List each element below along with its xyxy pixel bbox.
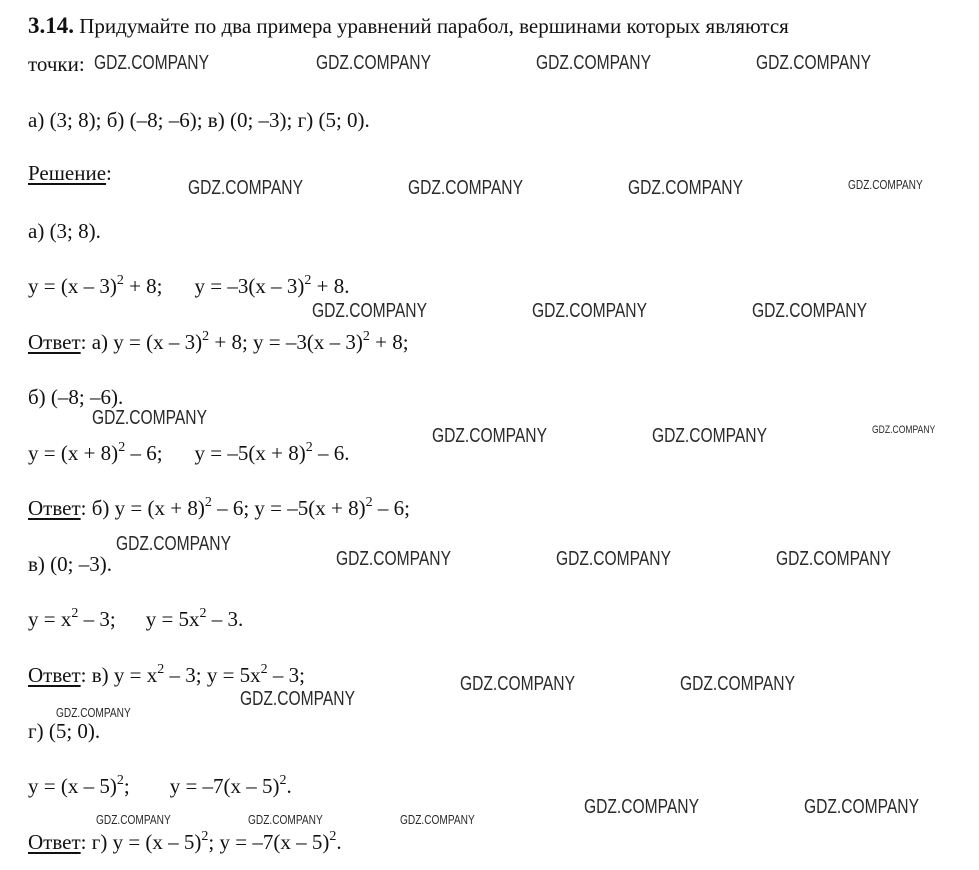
part-b-eq1: $y = (x + 8)^2 - 6$; [28,440,163,465]
watermark-text: GDZ.COMPANY [804,796,919,818]
part-v-eq2: $y = 5x^2 - 3$. [145,606,244,631]
solution-label: Решение [28,161,107,185]
watermark-text: GDZ.COMPANY [556,548,671,570]
watermark-text: GDZ.COMPANY [532,300,647,322]
part-a-equations [28,273,350,298]
watermark-text: GDZ.COMPANY [584,796,699,818]
watermark-text: GDZ.COMPANY [56,705,131,720]
watermark-text: GDZ.COMPANY [188,177,303,199]
task-statement-line1 [28,14,789,37]
part-v-answer: Ответ: в) $y = x^2 - 3$; $y = 5x^2 - 3$; [28,662,306,687]
watermark-text: GDZ.COMPANY [752,300,867,322]
part-b-eq2: $y = -5(x + 8)^2 - 6$. [194,440,350,465]
watermark-text: GDZ.COMPANY [400,812,475,827]
watermark-text: GDZ.COMPANY [628,177,743,199]
watermark-text: GDZ.COMPANY [312,300,427,322]
part-g-answer: Ответ: г) y = (x – 5)$^2$; y = –7(x – 5)$^2$. [28,829,342,854]
watermark-text: GDZ.COMPANY [460,673,575,695]
watermark-text: GDZ.COMPANY [92,407,207,429]
part-v-eq1: $y = x^2 - 3$; [28,606,116,631]
watermark-text: GDZ.COMPANY [96,812,171,827]
task-statement-line2: точки: [28,52,85,76]
watermark-text: GDZ.COMPANY [756,52,871,74]
watermark-text: GDZ.COMPANY [848,177,923,192]
watermark-text: GDZ.COMPANY [776,548,891,570]
watermark-text: GDZ.COMPANY [336,548,451,570]
part-g-equations [28,773,292,798]
part-g-point: г) (5; 0). [28,719,101,743]
watermark-text: GDZ.COMPANY [94,52,209,74]
watermark-text: GDZ.COMPANY [316,52,431,74]
part-b-point: б) (–8; –6). [28,385,124,409]
watermark-text: GDZ.COMPANY [432,425,547,447]
answer-label: Ответ [28,330,81,354]
watermark-text: GDZ.COMPANY [240,688,355,710]
part-v-point: в) (0; –3). [28,552,112,576]
part-b-equations [28,440,350,465]
answer-label: Ответ [28,830,81,854]
watermark-text: GDZ.COMPANY [872,424,936,436]
part-a-eq2: y = –3(x – 3)$^2$ + 8. [194,273,350,298]
task-statement-text: Придумайте по два примера уравнений парабол, вершинами которых являются [79,14,789,38]
watermark-text: GDZ.COMPANY [680,673,795,695]
watermark-text: GDZ.COMPANY [536,52,651,74]
watermark-text: GDZ.COMPANY [248,812,323,827]
watermark-text: GDZ.COMPANY [116,533,231,555]
task-number: 3.14. [28,13,74,38]
part-b-answer: Ответ: б) $y = (x + 8)^2 - 6$; $y = -5(x + 8)^2 - 6$; [28,495,410,520]
watermark-text: GDZ.COMPANY [652,425,767,447]
part-g-eq2: y = –7(x – 5)$^2$. [169,773,292,798]
solution-heading [28,163,112,184]
part-g-eq1: y = (x – 5)$^2$; [28,773,130,798]
answer-label: Ответ [28,496,81,520]
watermark-text: GDZ.COMPANY [408,177,523,199]
task-options: а) (3; 8); б) (–8; –6); в) (0; –3); г) (5; 0). [28,108,370,132]
part-a-point: а) (3; 8). [28,219,101,243]
part-a-eq1: y = (x – 3)$^2$ + 8; [28,273,163,298]
solution-colon: : [106,161,112,185]
part-v-equations [28,606,244,631]
part-a-answer: Ответ: а) y = (x – 3)$^2$ + 8; y = –3(x – 3)$^2$ + 8; [28,329,409,354]
answer-label: Ответ [28,663,81,687]
